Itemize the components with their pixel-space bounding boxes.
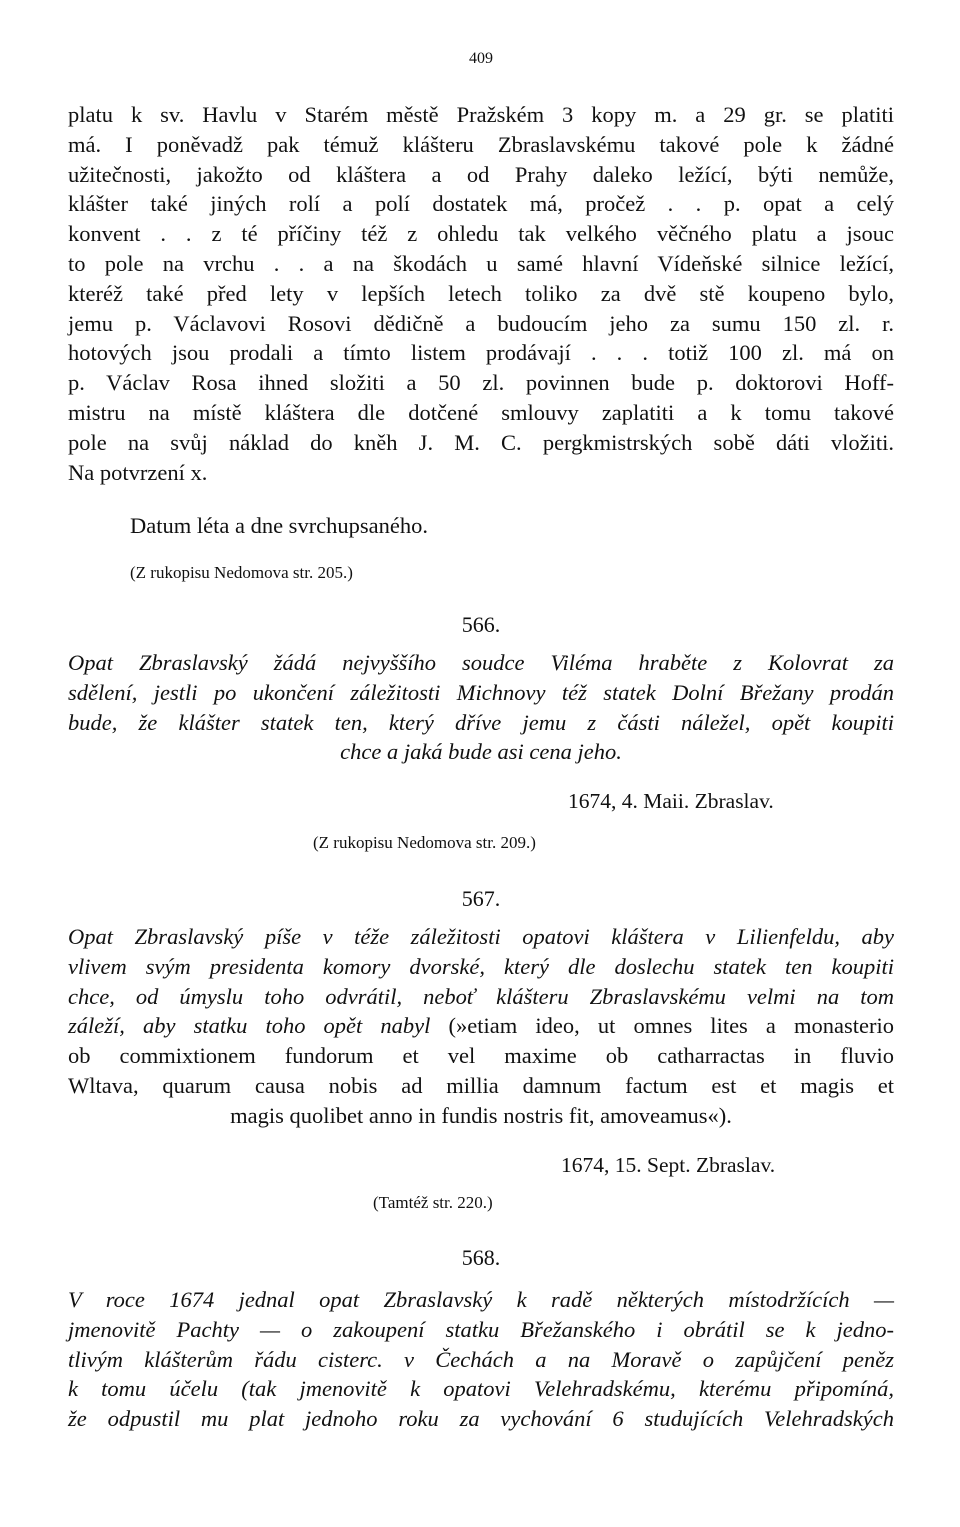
text-line: vlivem svým presidenta komory dvorské, který dle doslechu statek ten koupiti	[68, 953, 894, 979]
text-line: jemu p. Václavovi Rosovi dědičně a budoucím jeho za sumu 150 zl. r.	[68, 310, 894, 336]
text-line: jmenovitě Pachty — o zakoupení statku Břežanského i obrátil se k jedno-	[68, 1316, 894, 1342]
entry-567-date: 1674, 15. Sept. Zbraslav.	[561, 1153, 776, 1177]
text-line: mistru na místě kláštera dle dotčené smlouvy zaplatiti a k tomu takové	[68, 399, 894, 425]
entry-number-567: 567.	[461, 886, 501, 911]
page-number: 409	[469, 50, 493, 67]
entry-567-text	[68, 922, 894, 1131]
text-line: sdělení, jestli po ukončení záležitosti Michnovy též statek Dolní Břežany prodán	[68, 679, 894, 705]
text-line: V roce 1674 jednal opat Zbraslavský k radě některých místodržících —	[68, 1287, 894, 1312]
datum-line: Datum léta a dne svrchupsaného.	[130, 513, 429, 538]
text-line: magis quolibet anno in fundis nostris fit, amoveamus«).	[230, 1102, 732, 1128]
entry-number-566: 566.	[461, 612, 501, 637]
text-line: hotových jsou prodali a tímto listem prodávají . . . totiž 100 zl. má on	[68, 340, 894, 366]
text-line: Opat Zbraslavský píše v téže záležitosti opatovi kláštera v Lilienfeldu, aby	[68, 924, 894, 949]
text-line: chce, od úmyslu toho odvrátil, neboť klášteru Zbraslavskému velmi na tom	[68, 983, 894, 1009]
text-line: to pole na vrchu . . a na škodách u samé hlavní Vídeňské silnice ležící,	[68, 250, 894, 276]
text-line: Wltava, quarum causa nobis ad millia damnum factum est et magis et	[68, 1072, 894, 1098]
italic-segment: záleží, aby statku toho opět nabyl	[68, 1013, 431, 1039]
entry-number-568: 568.	[461, 1245, 501, 1270]
text-line: bude, že klášter statek ten, který dříve jemu z části náležel, opět koupiti	[68, 709, 894, 735]
text-line: klášter také jiných rolí a polí dostatek má, pročež . . p. opat a celý	[68, 191, 894, 217]
entry-566-date: 1674, 4. Maii. Zbraslav.	[568, 789, 774, 813]
text-line: ob commixtionem fundorum et vel maxime ob catharractas in fluvio	[68, 1043, 894, 1069]
text-line: má. I poněvadž pak témuž klášteru Zbraslavskému takové pole k žádné	[68, 131, 894, 157]
text-line: Na potvrzení x.	[68, 459, 208, 485]
text-line	[68, 1011, 894, 1041]
intro-paragraph	[68, 100, 894, 487]
text-line: že odpustil mu plat jednoho roku za vychování 6 studujících Velehradských	[68, 1406, 894, 1432]
text-line: Opat Zbraslavský žádá nejvyššího soudce Viléma hraběte z Kolovrat za	[68, 650, 894, 675]
text-line: kteréž také před lety v lepších letech toliko za dvě stě koupeno bylo,	[68, 280, 894, 306]
roman-segment: (»etiam ideo, ut omnes lites a monasterio	[448, 1013, 894, 1039]
text-line: p. Václav Rosa ihned složiti a 50 zl. povinnen bude p. doktorovi Hoff-	[68, 370, 894, 396]
source-note: (Z rukopisu Nedomova str. 205.)	[130, 563, 353, 582]
text-line: pole na svůj náklad do kněh J. M. C. pergkmistrských sobě dáti vložiti.	[68, 429, 894, 455]
text-line: užitečnosti, jakožto od kláštera a od Prahy daleko ležící, býti nemůže,	[68, 161, 894, 187]
entry-566-source: (Z rukopisu Nedomova str. 209.)	[313, 833, 536, 852]
entry-568-summary	[68, 1285, 894, 1434]
text-line: tlivým klášterům řádu cisterc. v Čechách a na Moravě o zapůjčení peněz	[68, 1346, 894, 1372]
entry-567-source: (Tamtéž str. 220.)	[373, 1193, 493, 1212]
text-line: chce a jaká bude asi cena jeho.	[340, 739, 622, 765]
text-line: konvent . . z té příčiny též z ohledu tak velkého věčného platu a jsouc	[68, 221, 894, 247]
entry-566-summary	[68, 648, 894, 767]
text-line: k tomu účelu (tak jmenovitě k opatovi Velehradskému, kterému připomíná,	[68, 1376, 894, 1402]
text-line: platu k sv. Havlu v Starém městě Pražském 3 kopy m. a 29 gr. se platiti	[68, 102, 894, 127]
